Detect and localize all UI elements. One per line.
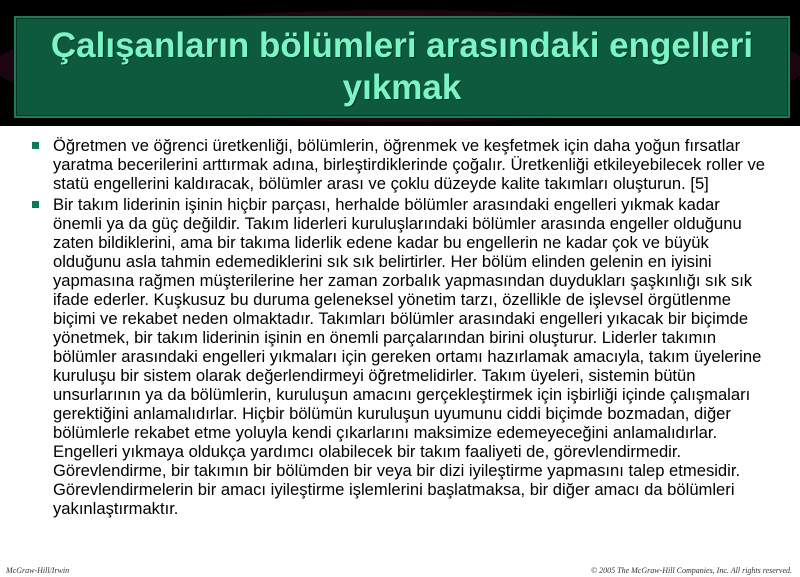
bullet-item [32, 136, 772, 193]
square-bullet-icon [32, 142, 39, 149]
title-band [0, 0, 800, 126]
slide-title: Çalışanların bölümleri arasındaki engelleri yıkmak [50, 26, 754, 107]
footer-copyright: © 2005 The McGraw-Hill Companies, Inc. All rights reserved. [591, 566, 792, 575]
footer-publisher: McGraw-Hill/Irwin [6, 566, 70, 575]
title-box [14, 16, 790, 118]
bullet-text: Bir takım liderinin işinin hiçbir parçası, herhalde bölümler arasındaki engelleri yıkmak kadar önemli ya da güç değildir. Takım liderleri kuruluşlarındaki bölümler arasında engeller olduğunu zaten bildiklerini, ama bir takıma liderlik edene kadar bu engellerin ne kadar çok ve büyük olduğunu asla tahmin edemediklerini sık sık belirtirler. Her bölüm elinden gelenin en iyisini yapmasına rağmen müşterilerine her zaman zorbalık yapmasından duydukları şaşkınlığı sık sık ifade ederler. Kuşkusuz bu duruma geleneksel yönetim tarzı, özellikle de işlevsel örgütlenme biçimi ve rekabet neden olmaktadır. Takımları bölümler arasındaki engelleri yıkacak bir biçimde yönetmek, bir takım liderinin işinin en önemli parçalarından birini oluşturur. Liderler takımın bölümler arasındaki engelleri yıkmaları için gereken ortamı hazırlamak amacıyla, takım üyelerine kuruluşu bir sistem olarak değerlendirmeyi öğretmelidirler. Takım üyeleri, sistemin bütün unsurlarının ya da bölümlerin, kuruluşun amacını gerçekleştirmek için işbirliği içinde çalışmaları gerektiğini anlamalıdırlar. Hiçbir bölümün kuruluşun uyumunu ciddi biçimde bozmadan, diğer bölümlerle rekabet etme yoluyla kendi çıkarlarını maksimize edemeyeceğini anlamalıdırlar. Engelleri yıkmaya oldukça yardımcı olabilecek bir takım faaliyeti de, görevlendirmedir. Görevlendirme, bir takımın bir bölümden bir veya bir dizi iyileştirme yapmasını talep etmesidir. Görevlendirmelerin bir amacı iyileştirme işlemlerini başlatmaksa, bir diğer amacı da bölümleri yakınlaştırmaktır. [53, 195, 762, 518]
bullet-list [32, 136, 772, 520]
slide-body [0, 126, 800, 577]
bullet-text: Öğretmen ve öğrenci üretkenliği, bölümlerin, öğrenmek ve keşfetmek için daha yoğun fırsatlar yaratma becerilerini arttırmak adına, birleştirdiklerinde çoğalır. Üretkenliği etkileyebilecek roller ve statü engellerini kaldıracak, bölümler arası ve çoklu düzeyde kalite takımları oluşturun. [5] [53, 136, 765, 193]
square-bullet-icon [32, 201, 39, 208]
bullet-item [32, 195, 772, 518]
